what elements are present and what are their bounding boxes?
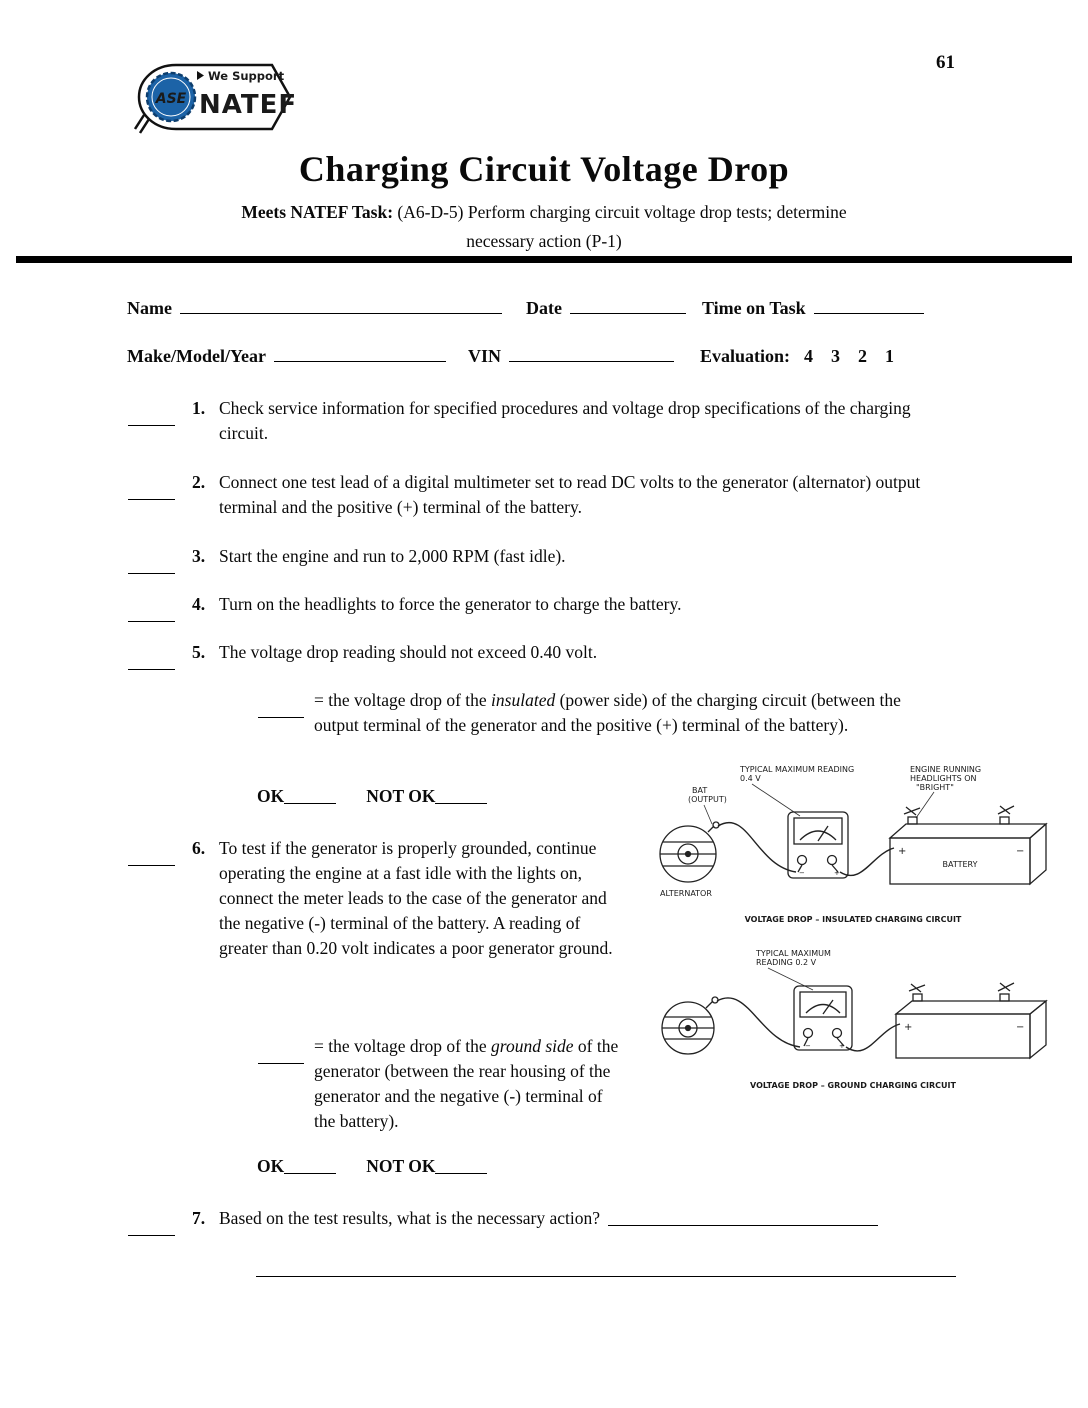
task-statement-line2 bbox=[0, 227, 1088, 255]
step-1-number: 1. bbox=[192, 398, 206, 418]
ok-blank-ground bbox=[284, 1158, 336, 1174]
leader-line bbox=[752, 784, 800, 816]
page-number: 61 bbox=[936, 52, 955, 73]
step-3-blank bbox=[128, 558, 175, 574]
not-ok-blank-ground bbox=[435, 1158, 487, 1174]
ok-label-ground: OK bbox=[257, 1156, 285, 1176]
step-1-text: Check service information for specified procedures and voltage drop specifications of the charging circuit. bbox=[219, 398, 911, 443]
not-ok-blank-insulated bbox=[435, 788, 487, 804]
logo-support-text: We Support bbox=[208, 69, 285, 83]
battery-minus-mark: − bbox=[1016, 846, 1025, 857]
ok-blank-insulated bbox=[284, 788, 336, 804]
step-7-text: Based on the test results, what is the necessary action? bbox=[219, 1208, 601, 1228]
step-1 bbox=[128, 396, 956, 446]
insulated-drop-prefix: = the voltage drop of the bbox=[314, 690, 492, 710]
test-lead-left bbox=[717, 998, 800, 1047]
step-2 bbox=[128, 470, 956, 520]
not-ok-label-ground: NOT OK bbox=[366, 1156, 436, 1176]
make-model-year-label: Make/Model/Year bbox=[127, 346, 266, 366]
diagram-2-caption: VOLTAGE DROP – GROUND CHARGING CIRCUIT bbox=[750, 1081, 956, 1090]
flag-icon bbox=[197, 71, 204, 80]
test-lead-right bbox=[846, 1024, 900, 1051]
diagram-insulated-circuit bbox=[648, 762, 1058, 937]
step-1-blank bbox=[128, 410, 175, 426]
ase-logo-text: ASE bbox=[155, 91, 187, 107]
typical-reading-label-1: TYPICAL MAXIMUM READING bbox=[740, 765, 855, 774]
insulated-drop-definition bbox=[258, 688, 926, 738]
time-on-task-blank bbox=[814, 298, 924, 314]
meter-minus-mark: − bbox=[799, 869, 805, 877]
ground-drop-definition bbox=[258, 1034, 626, 1134]
engine-running-label-2: HEADLIGHTS ON bbox=[910, 774, 977, 783]
alternator-label: ALTERNATOR bbox=[660, 889, 712, 898]
bat-output-label: (OUTPUT) bbox=[688, 795, 727, 804]
ground-drop-term: ground side bbox=[491, 1036, 574, 1056]
battery-label: BATTERY bbox=[942, 860, 978, 869]
leader-line bbox=[768, 968, 813, 990]
typical-reading-value-1: 0.4 V bbox=[740, 774, 761, 783]
not-ok-label: NOT OK bbox=[366, 786, 436, 806]
step-2-blank bbox=[128, 484, 175, 500]
step-6-text: To test if the generator is properly grounded, continue operating the engine at a fast idle with the lights on, connect the meter leads to the case of the generator and the negative (-) terminal of the battery. A reading of greater than 0.20 volt indicates a poor generator ground. bbox=[219, 838, 613, 958]
evaluation-scale: 4 3 2 1 bbox=[804, 346, 895, 366]
engine-running-label-3: "BRIGHT" bbox=[916, 783, 954, 792]
battery-icon bbox=[890, 806, 1046, 884]
necessary-action-blank-2 bbox=[256, 1262, 956, 1277]
time-on-task-label: Time on Task bbox=[701, 298, 806, 318]
ok-row-ground bbox=[257, 1156, 487, 1177]
multimeter-icon bbox=[794, 986, 852, 1050]
test-lead-left bbox=[718, 823, 796, 872]
evaluation-label: Evaluation: bbox=[699, 346, 791, 366]
make-model-year-blank bbox=[274, 346, 446, 362]
insulated-drop-suffix: (power side) of the charging circuit (between the output terminal of the generator and the positive (+) terminal of the battery). bbox=[314, 690, 901, 735]
task-text-line1: (A6-D-5) Perform charging circuit voltage drop tests; determine bbox=[397, 202, 847, 222]
step-7-line bbox=[219, 1206, 956, 1231]
step-2-text: Connect one test lead of a digital multimeter set to read DC volts to the generator (alternator) output terminal and the positive (+) terminal of the battery. bbox=[219, 472, 921, 517]
insulated-drop-text bbox=[314, 688, 926, 738]
leader-line bbox=[916, 792, 934, 818]
step-6-blank bbox=[128, 850, 175, 866]
ground-drop-text bbox=[314, 1034, 626, 1134]
form-row-identity bbox=[127, 298, 924, 319]
natef-logo-graphic bbox=[130, 55, 305, 139]
alternator-icon bbox=[662, 997, 718, 1054]
step-2-number: 2. bbox=[192, 472, 206, 492]
name-label: Name bbox=[127, 298, 172, 318]
name-blank bbox=[180, 298, 502, 314]
insulated-drop-term: insulated bbox=[491, 690, 556, 710]
step-3-number: 3. bbox=[192, 546, 206, 566]
engine-running-label-1: ENGINE RUNNING bbox=[910, 765, 982, 774]
header-divider bbox=[16, 256, 1072, 263]
task-label: Meets NATEF Task: bbox=[241, 202, 394, 222]
alternator-icon bbox=[660, 822, 719, 882]
step-5-text: The voltage drop reading should not exceed 0.40 volt. bbox=[219, 642, 598, 662]
task-text-line2: necessary action (P-1) bbox=[466, 231, 622, 251]
bat-label: BAT bbox=[692, 786, 708, 795]
meter-plus-mark: + bbox=[839, 1042, 845, 1050]
diagram-ground-circuit bbox=[648, 944, 1058, 1101]
natef-logo bbox=[130, 55, 305, 144]
date-blank bbox=[570, 298, 686, 314]
insulated-circuit-graphic bbox=[648, 762, 1058, 932]
step-5 bbox=[128, 640, 956, 670]
step-7-number: 7. bbox=[192, 1208, 206, 1228]
step-4-text: Turn on the headlights to force the generator to charge the battery. bbox=[219, 594, 682, 614]
logo-brand-text: NATEF bbox=[199, 90, 298, 120]
step-3 bbox=[128, 544, 956, 574]
diagram-1-caption: VOLTAGE DROP – INSULATED CHARGING CIRCUIT bbox=[744, 915, 962, 924]
necessary-action-blank-1 bbox=[608, 1210, 878, 1226]
battery-minus-mark: − bbox=[1016, 1022, 1025, 1033]
step-6-number: 6. bbox=[192, 838, 206, 858]
step-7-blank bbox=[128, 1220, 175, 1236]
vin-blank bbox=[509, 346, 674, 362]
step-4 bbox=[128, 592, 956, 622]
insulated-reading-blank bbox=[258, 702, 304, 718]
ok-row-insulated bbox=[257, 786, 487, 807]
step-5-number: 5. bbox=[192, 642, 206, 662]
form-row-vehicle bbox=[127, 346, 894, 367]
battery-plus-mark: + bbox=[898, 846, 907, 857]
ground-drop-suffix: of the generator (between the rear housing of the generator and the negative (-) terminal of the battery). bbox=[314, 1036, 619, 1131]
step-4-number: 4. bbox=[192, 594, 206, 614]
ground-reading-blank bbox=[258, 1048, 304, 1064]
typical-reading-value-2: READING 0.2 V bbox=[756, 958, 817, 967]
battery-plus-mark: + bbox=[904, 1022, 913, 1033]
step-7 bbox=[128, 1206, 956, 1236]
meter-minus-mark: − bbox=[805, 1042, 811, 1050]
step-6 bbox=[128, 836, 617, 961]
step-4-blank bbox=[128, 606, 175, 622]
ground-circuit-graphic bbox=[648, 944, 1058, 1096]
page-title: Charging Circuit Voltage Drop bbox=[298, 149, 790, 189]
typical-reading-label-2: TYPICAL MAXIMUM bbox=[756, 949, 831, 958]
battery-icon bbox=[896, 983, 1046, 1058]
date-label: Date bbox=[525, 298, 562, 318]
leader-line bbox=[704, 805, 712, 824]
step-3-text: Start the engine and run to 2,000 RPM (fast idle). bbox=[219, 546, 566, 566]
ok-label: OK bbox=[257, 786, 285, 806]
task-statement-line1 bbox=[0, 198, 1088, 226]
meter-plus-mark: + bbox=[834, 869, 840, 877]
ground-drop-prefix: = the voltage drop of the bbox=[314, 1036, 492, 1056]
vin-label: VIN bbox=[467, 346, 501, 366]
step-5-blank bbox=[128, 654, 175, 670]
